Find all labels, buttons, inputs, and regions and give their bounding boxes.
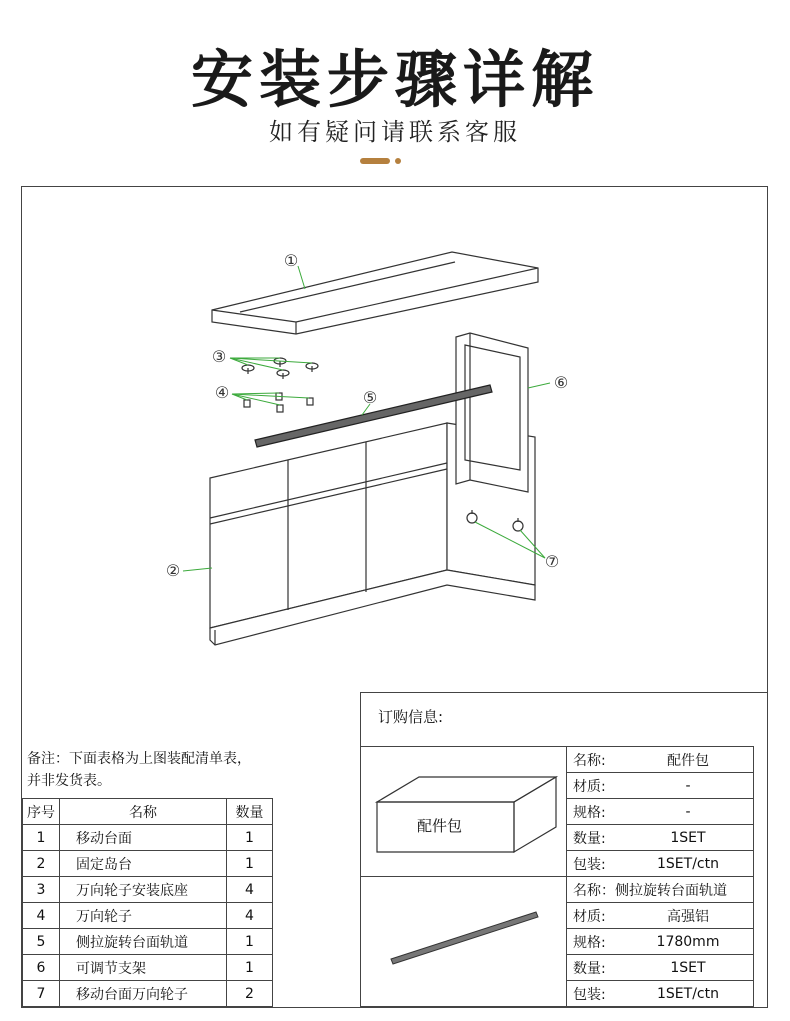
callout-1: ①: [283, 251, 299, 270]
table-note: [27, 748, 251, 792]
rail-image-cell: [361, 877, 567, 1007]
header-name: 名称: [60, 799, 227, 825]
table-row: [23, 877, 273, 903]
spec-value: -: [623, 799, 754, 825]
wheel-parts: [244, 393, 313, 412]
spec-label: 包装:: [567, 981, 624, 1007]
row-qty: 4: [227, 877, 273, 903]
callout-6: ⑥: [553, 373, 569, 392]
table-row: [23, 955, 273, 981]
callout-3: ③: [211, 347, 227, 366]
table-row: [23, 825, 273, 851]
row-index: 3: [23, 877, 60, 903]
page-title: 安装步骤详解: [190, 43, 599, 116]
spec-value: -: [623, 773, 754, 799]
callout-2: ②: [165, 561, 181, 580]
table-row: [23, 929, 273, 955]
row-index: 5: [23, 929, 60, 955]
parts-table: [22, 798, 273, 1007]
row-qty: 1: [227, 955, 273, 981]
spec-value: 配件包: [623, 747, 754, 773]
spec-value: 1SET: [623, 955, 754, 981]
callout-7: ⑦: [544, 552, 560, 571]
row-name: 侧拉旋转台面轨道: [60, 929, 227, 955]
package-label: 配件包: [417, 817, 463, 835]
table-row: [23, 903, 273, 929]
spec-label: 包装:: [567, 851, 624, 877]
spec-value: 1SET: [623, 825, 754, 851]
row-qty: 2: [227, 981, 273, 1007]
spec-value: 1780mm: [623, 929, 754, 955]
spec-label: 规格:: [567, 929, 624, 955]
package-image-cell: [361, 747, 567, 877]
spec-label: 数量:: [567, 825, 624, 851]
row-index: 1: [23, 825, 60, 851]
spec-value: 高强铝: [623, 903, 754, 929]
note-line-1: 备注：下面表格为上图装配清单表，: [27, 751, 251, 767]
spec-label: 名称:: [567, 747, 624, 773]
table-row: [23, 981, 273, 1007]
header-qty: 数量: [227, 799, 273, 825]
row-index: 7: [23, 981, 60, 1007]
row-index: 6: [23, 955, 60, 981]
row-index: 4: [23, 903, 60, 929]
page-subtitle: 如有疑问请联系客服: [269, 118, 521, 146]
row-qty: 1: [227, 929, 273, 955]
header-index: 序号: [23, 799, 60, 825]
table-row: [23, 851, 273, 877]
row-name: 移动台面: [60, 825, 227, 851]
row-qty: 1: [227, 825, 273, 851]
countertop-part: [212, 252, 538, 334]
rail-illustration: [361, 877, 566, 1002]
row-index: 2: [23, 851, 60, 877]
spec-value: 1SET/ctn: [623, 981, 754, 1007]
spec-table: [360, 746, 754, 1007]
row-name: 移动台面万向轮子: [60, 981, 227, 1007]
spec-value: 1SET/ctn: [623, 851, 754, 877]
note-line-2: 并非发货表。: [27, 773, 111, 789]
spec-label: 材质:: [567, 903, 624, 929]
rail-name: 名称：侧拉旋转台面轨道: [567, 877, 754, 903]
row-name: 万向轮子安装底座: [60, 877, 227, 903]
bracket-part: [456, 333, 528, 492]
row-name: 万向轮子: [60, 903, 227, 929]
spec-label: 规格:: [567, 799, 624, 825]
row-name: 固定岛台: [60, 851, 227, 877]
callout-5: ⑤: [362, 388, 378, 407]
row-qty: 4: [227, 903, 273, 929]
table-header-row: [23, 799, 273, 825]
row-name: 可调节支架: [60, 955, 227, 981]
spec-label: 数量:: [567, 955, 624, 981]
spec-label: 材质:: [567, 773, 624, 799]
callout-4: ④: [214, 383, 230, 402]
package-box-illustration: [361, 747, 566, 872]
order-info-label: 订购信息:: [378, 708, 444, 726]
row-qty: 1: [227, 851, 273, 877]
